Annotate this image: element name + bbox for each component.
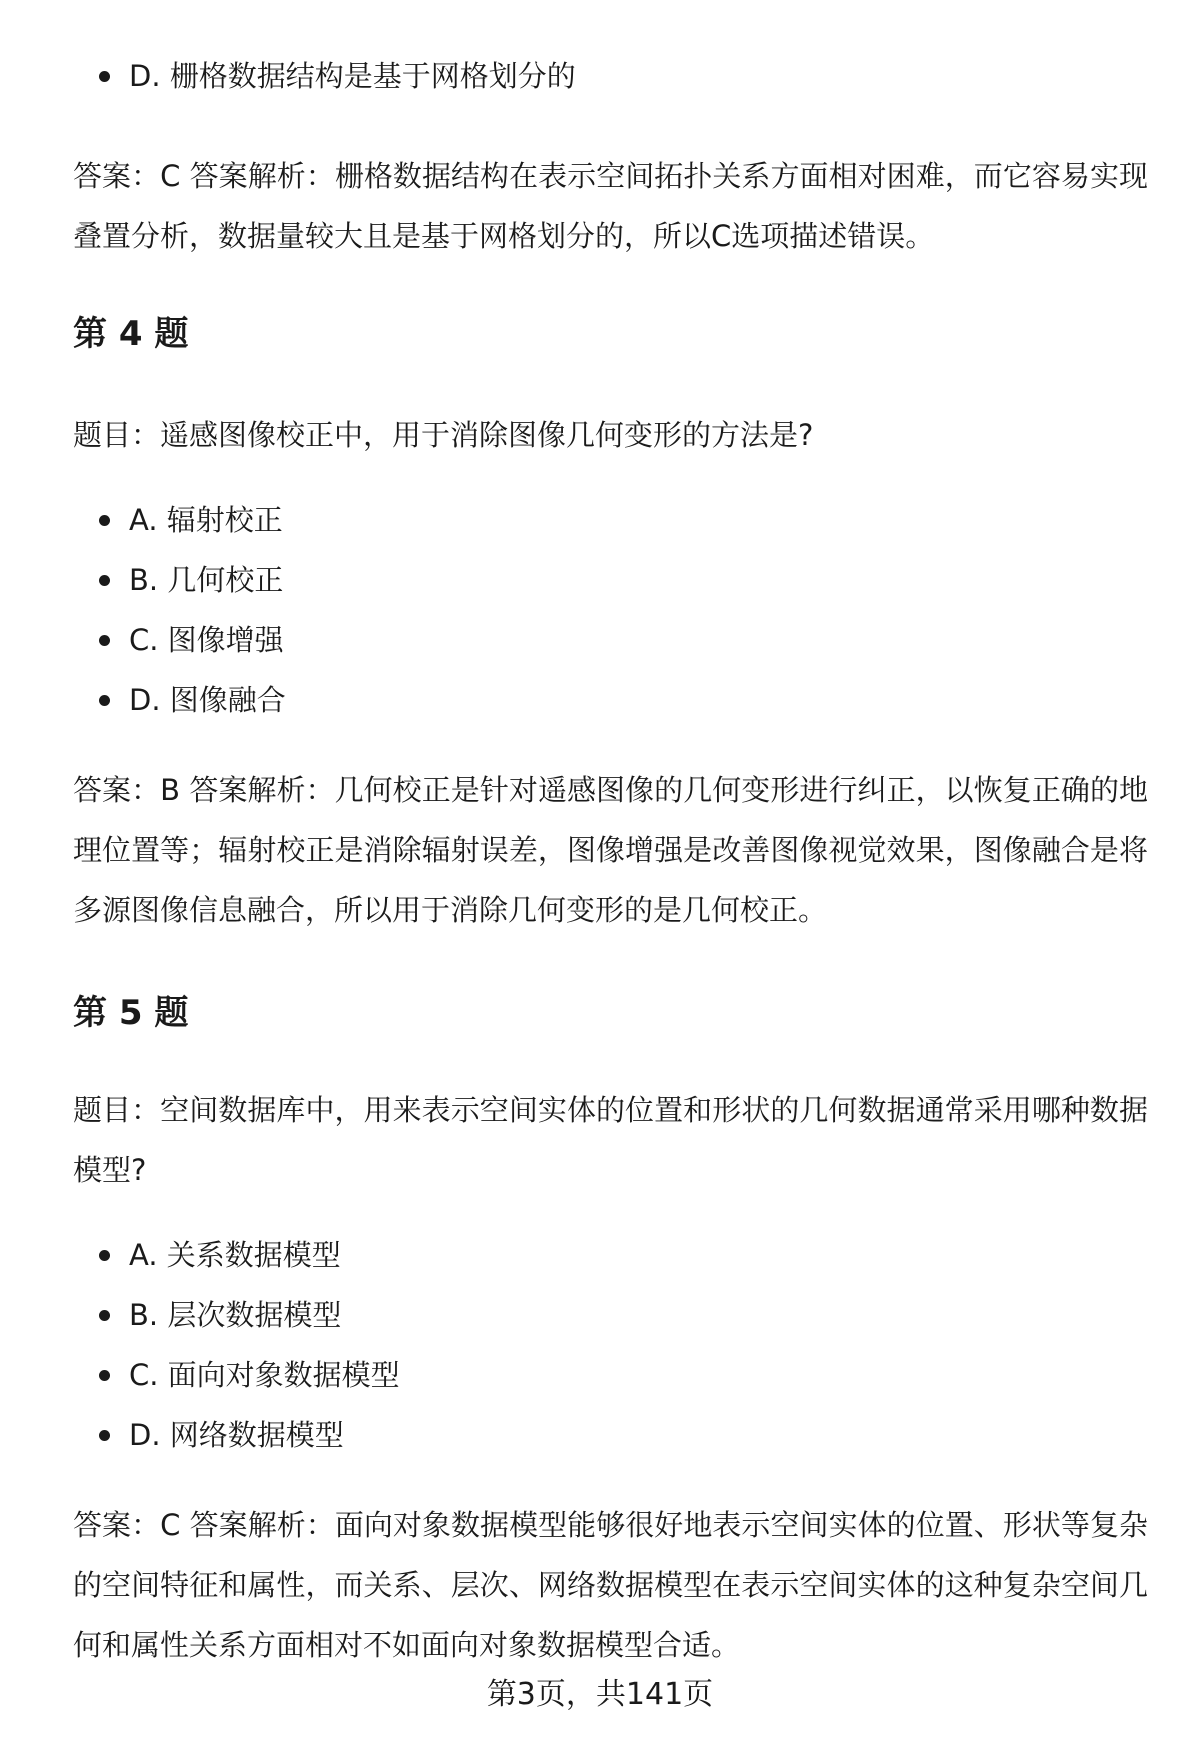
q4-option-d: D. 图像融合 bbox=[73, 670, 286, 730]
q4-options bbox=[73, 490, 286, 730]
q4-option-a: A. 辐射校正 bbox=[73, 490, 286, 550]
q3-answer: 答案：C 答案解析：栅格数据结构在表示空间拓扑关系方面相对困难，而它容易实现叠置分析，数据量较大且是基于网格划分的，所以C选项描述错误。 bbox=[73, 159, 1148, 253]
q5-answer: 答案：C 答案解析：面向对象数据模型能够很好地表示空间实体的位置、形状等复杂的空间特征和属性，而关系、层次、网络数据模型在表示空间实体的这种复杂空间几何和属性关系方面相对不如面向对象数据模型合适。 bbox=[73, 1508, 1148, 1662]
q3-option-d: D. 栅格数据结构是基于网格划分的 bbox=[73, 46, 576, 106]
page-number-footer: 第3页，共141页 bbox=[486, 1677, 714, 1712]
q3-options bbox=[73, 46, 576, 106]
q5-option-d: D. 网络数据模型 bbox=[73, 1405, 400, 1465]
q4-question: 题目：遥感图像校正中，用于消除图像几何变形的方法是? bbox=[73, 418, 814, 452]
q5-heading: 第 5 题 bbox=[73, 993, 189, 1033]
q4-answer: 答案：B 答案解析：几何校正是针对遥感图像的几何变形进行纠正，以恢复正确的地理位置等；辐射校正是消除辐射误差，图像增强是改善图像视觉效果，图像融合是将多源图像信息融合，所以用于消除几何变形的是几何校正。 bbox=[73, 773, 1148, 927]
q5-option-b: B. 层次数据模型 bbox=[73, 1285, 400, 1345]
q5-option-a: A. 关系数据模型 bbox=[73, 1225, 400, 1285]
q5-option-c: C. 面向对象数据模型 bbox=[73, 1345, 400, 1405]
q5-question: 题目：空间数据库中，用来表示空间实体的位置和形状的几何数据通常采用哪种数据模型? bbox=[73, 1093, 1148, 1187]
q4-option-c: C. 图像增强 bbox=[73, 610, 286, 670]
q4-option-b: B. 几何校正 bbox=[73, 550, 286, 610]
q5-options bbox=[73, 1225, 400, 1465]
q4-heading: 第 4 题 bbox=[73, 314, 189, 354]
